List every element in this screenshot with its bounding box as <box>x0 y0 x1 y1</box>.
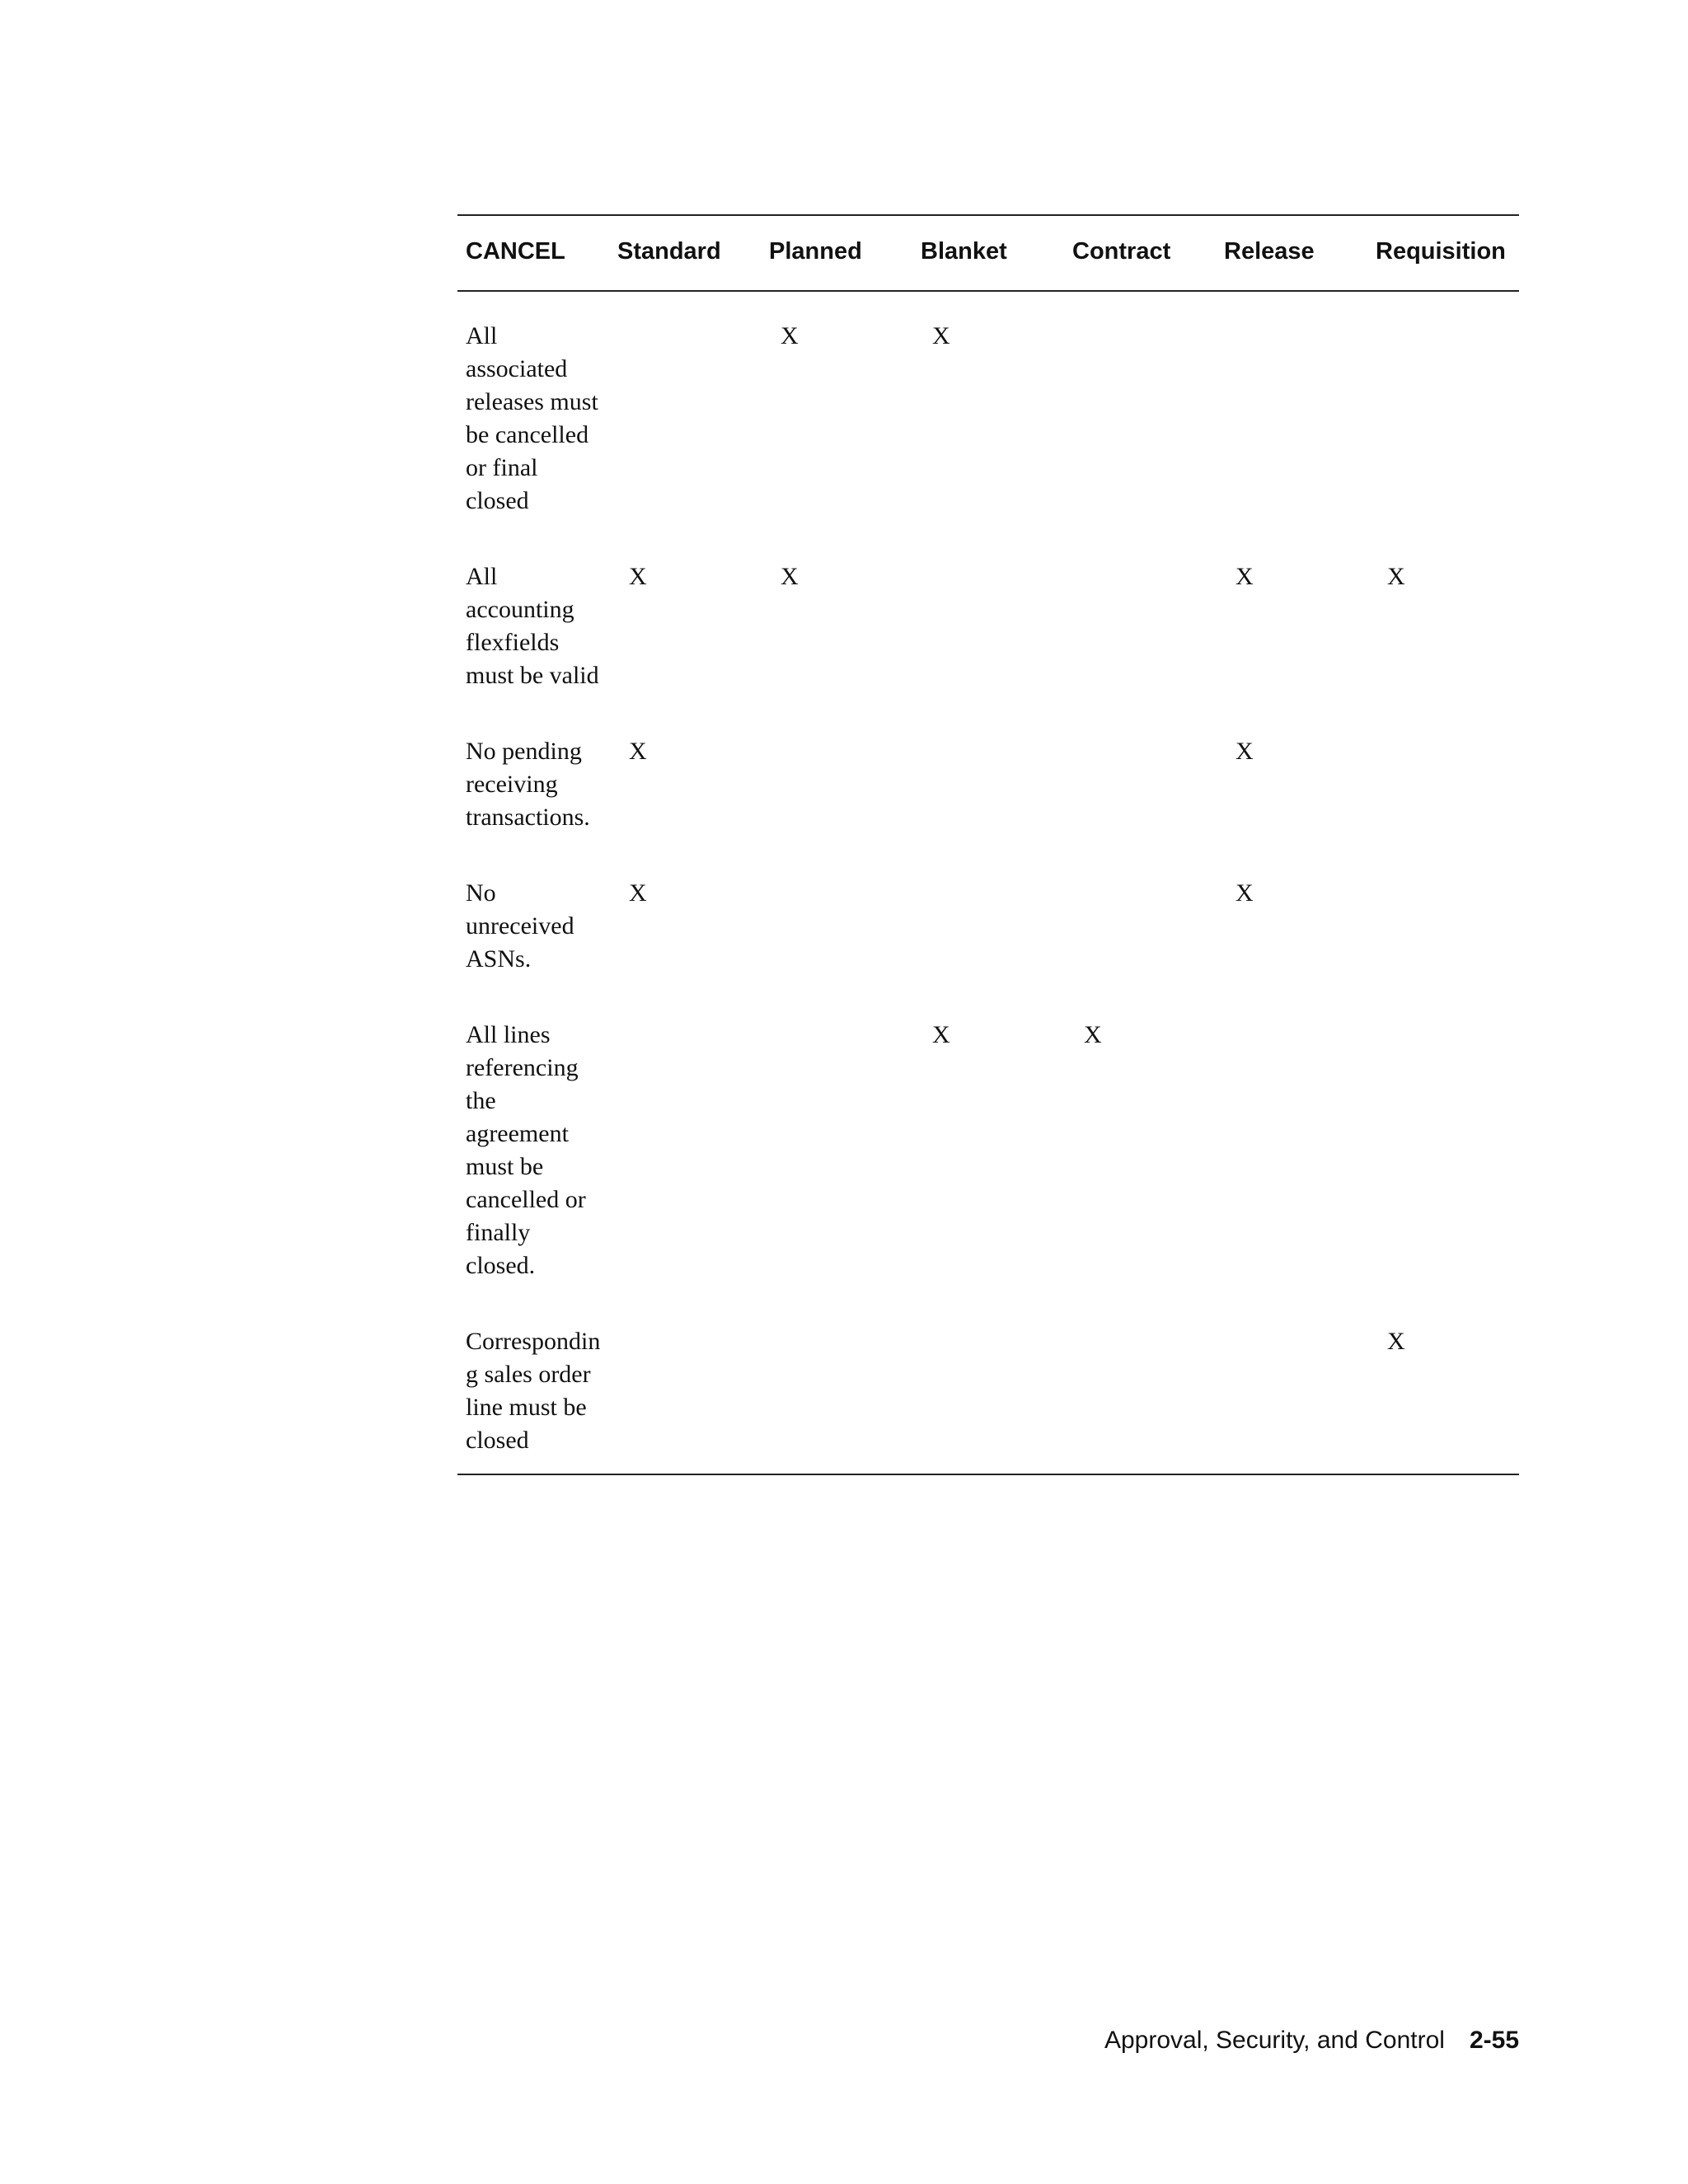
header-planned: Planned <box>769 238 862 265</box>
mark-contract <box>1064 560 1216 735</box>
mark-standard <box>609 291 761 560</box>
header-release: Release <box>1224 238 1315 265</box>
cancel-rules-table <box>457 214 1519 1475</box>
mark-blanket <box>912 1325 1064 1474</box>
mark-requisition <box>1367 1019 1519 1325</box>
mark-planned <box>761 1019 912 1325</box>
mark-blanket <box>912 735 1064 877</box>
table-row <box>457 877 1519 1019</box>
table-row <box>457 560 1519 735</box>
condition-cell: No pending receiving transactions. <box>466 738 590 831</box>
mark-standard: X <box>629 738 647 765</box>
mark-release: X <box>1236 563 1254 590</box>
mark-release: X <box>1236 738 1254 765</box>
mark-standard <box>609 1325 761 1474</box>
mark-requisition <box>1367 291 1519 560</box>
mark-contract <box>1064 291 1216 560</box>
condition-cell: All associated releases must be cancelled or final closed <box>466 322 598 514</box>
mark-requisition <box>1367 877 1519 1019</box>
mark-contract: X <box>1084 1021 1102 1048</box>
mark-blanket <box>912 560 1064 735</box>
table-row <box>457 1325 1519 1474</box>
mark-contract <box>1064 877 1216 1019</box>
table-row <box>457 735 1519 877</box>
mark-release <box>1216 1325 1367 1474</box>
condition-cell: All lines referencing the agreement must be cancelled or finally closed. <box>466 1021 586 1279</box>
mark-planned <box>761 877 912 1019</box>
condition-cell: All accounting flexfields must be valid <box>466 563 599 689</box>
header-contract: Contract <box>1072 238 1171 265</box>
header-requisition: Requisition <box>1376 238 1506 265</box>
condition-cell: No unreceived ASNs. <box>466 879 574 972</box>
table-row <box>457 291 1519 560</box>
mark-release: X <box>1236 879 1254 907</box>
header-blanket: Blanket <box>921 238 1007 265</box>
footer-section-title: Approval, Security, and Control <box>1104 2027 1445 2054</box>
page-footer <box>1104 2026 1519 2055</box>
mark-planned: X <box>781 563 799 590</box>
mark-contract <box>1064 735 1216 877</box>
mark-standard: X <box>629 879 647 907</box>
mark-blanket: X <box>932 322 950 349</box>
header-cancel: CANCEL <box>466 238 565 265</box>
mark-standard: X <box>629 563 647 590</box>
mark-requisition: X <box>1387 1328 1405 1355</box>
mark-contract <box>1064 1325 1216 1474</box>
mark-planned: X <box>781 322 799 349</box>
mark-standard <box>609 1019 761 1325</box>
mark-release <box>1216 1019 1367 1325</box>
condition-cell: Corresponding sales order line must be closed <box>466 1328 601 1454</box>
table-row <box>457 1019 1519 1325</box>
header-standard: Standard <box>617 238 721 265</box>
mark-requisition: X <box>1387 563 1405 590</box>
mark-blanket: X <box>932 1021 950 1048</box>
page-number: 2-55 <box>1469 2027 1519 2054</box>
mark-release <box>1216 291 1367 560</box>
mark-planned <box>761 735 912 877</box>
mark-requisition <box>1367 735 1519 877</box>
table-header-row <box>457 215 1519 291</box>
mark-blanket <box>912 877 1064 1019</box>
mark-planned <box>761 1325 912 1474</box>
